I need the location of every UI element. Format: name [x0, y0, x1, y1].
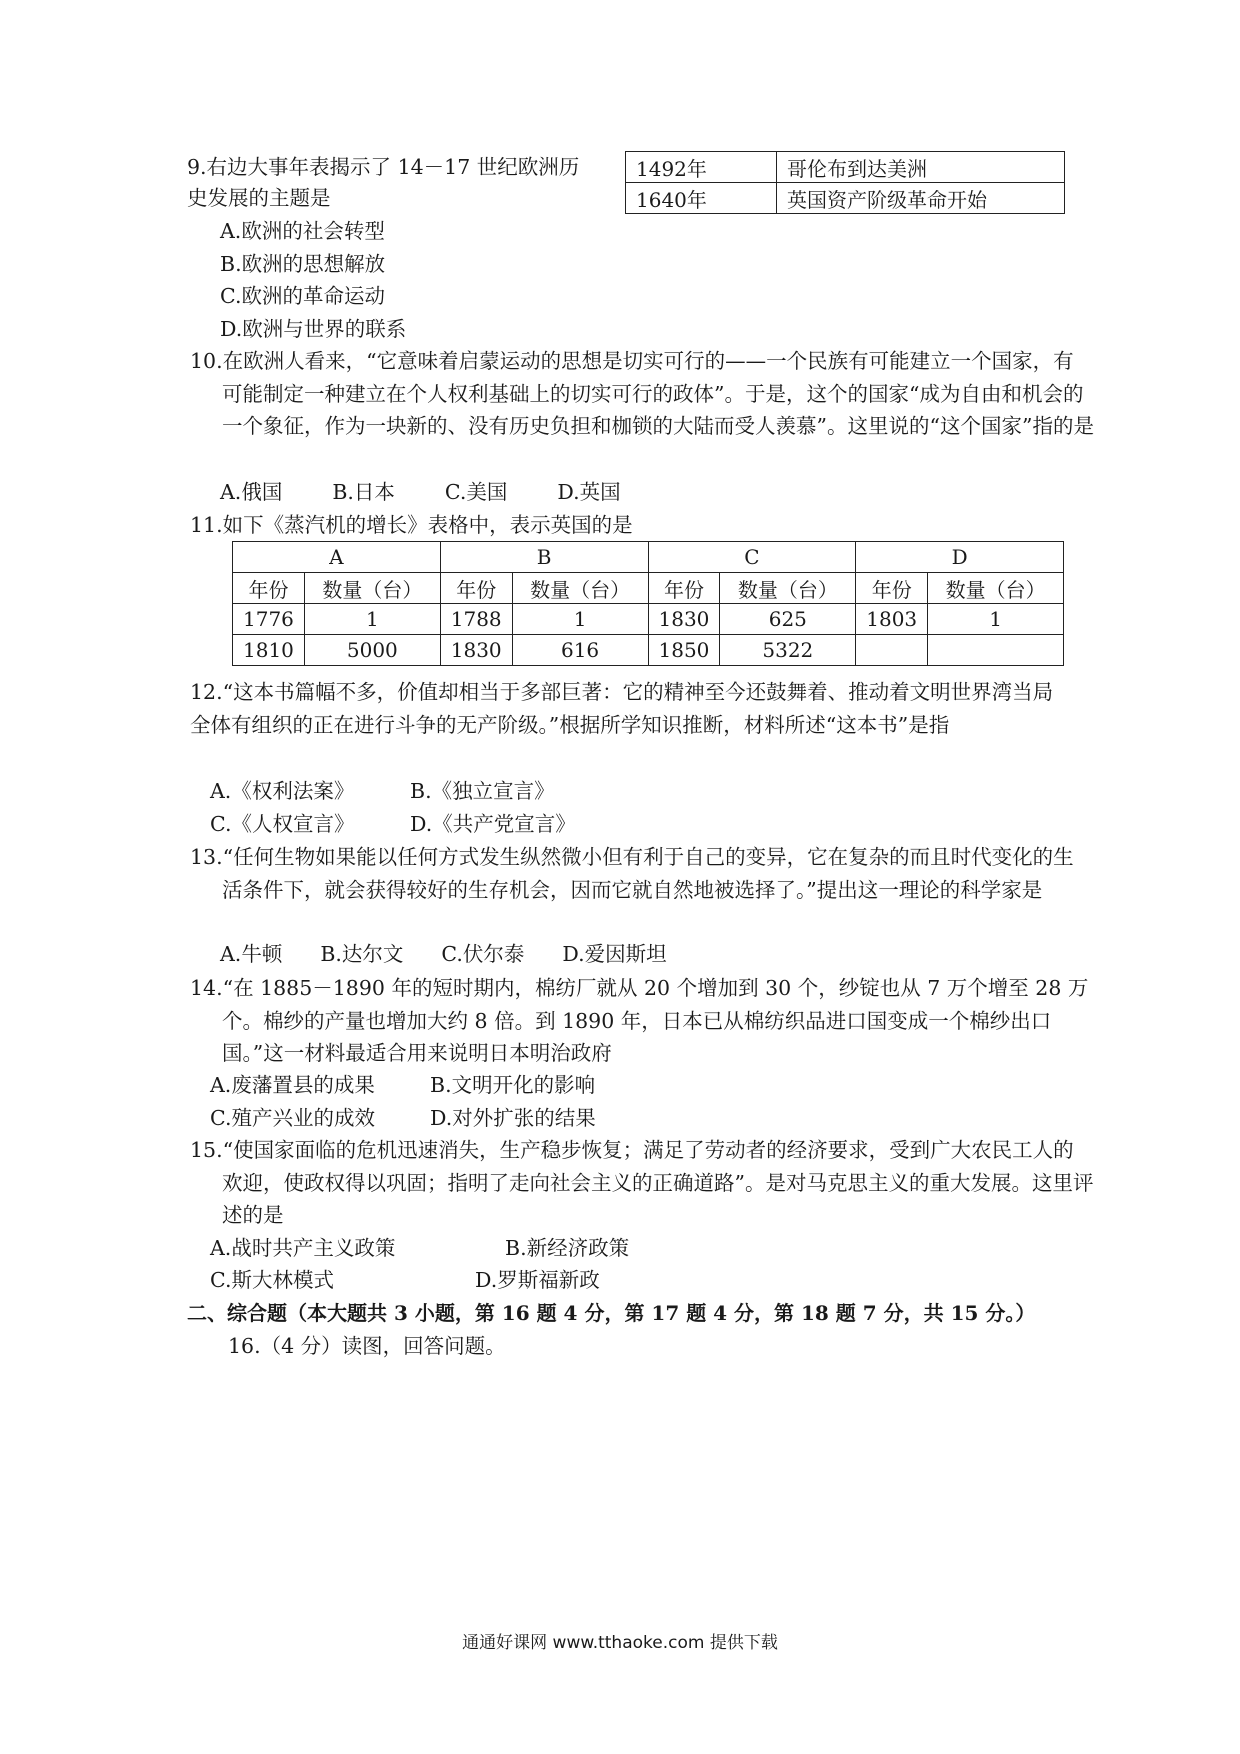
q14-option-a: A.废藩置县的成果: [210, 1073, 375, 1097]
steam-engine-table: [232, 541, 1064, 666]
table-cell: 1830: [440, 635, 512, 666]
q9-option-b: B.欧洲的思想解放: [220, 252, 386, 276]
q15-option-a: A.战时共产主义政策: [210, 1236, 396, 1260]
table-cell: [928, 635, 1064, 666]
q12-option-b: B.《独立宣言》: [410, 779, 555, 803]
col-count: 数量（台）: [304, 573, 440, 604]
q12-options-row2: [210, 809, 576, 839]
q9-option-c: C.欧洲的革命运动: [220, 284, 385, 308]
timeline-event: 哥伦布到达美洲: [777, 152, 1065, 183]
table-cell: 1810: [233, 635, 305, 666]
table-cell: 5000: [304, 635, 440, 666]
table-cell: 1788: [440, 604, 512, 635]
col-year: 年份: [856, 573, 928, 604]
q13-option-a: A.牛顿: [220, 942, 283, 966]
q14-option-c: C.殖产兴业的成效: [210, 1106, 375, 1130]
group-header-c: C: [648, 542, 856, 573]
q12-option-a: A.《权利法案》: [210, 779, 355, 803]
table-cell: 1: [304, 604, 440, 635]
page-footer: 通通好课网 www.tthaoke.com 提供下载: [462, 1633, 778, 1653]
q9-timeline-table: [625, 151, 1065, 214]
q13-option-b: B.达尔文: [320, 942, 404, 966]
q15-stem: 15.“使国家面临的危机迅速消失，生产稳步恢复；满足了劳动者的经济要求，受到广大农民工人的欢迎，使政权得以巩固；指明了走向社会主义的正确道路”。是对马克思主义的重大发展。这里评述的是: [190, 1138, 1094, 1227]
group-header-d: D: [856, 542, 1064, 573]
table-cell: 1830: [648, 604, 720, 635]
q14-option-d: D.对外扩张的结果: [430, 1106, 596, 1130]
table-cell: 1850: [648, 635, 720, 666]
q12-option-c: C.《人权宣言》: [210, 812, 355, 836]
table-cell: 616: [512, 635, 648, 666]
q12-options-row1: [210, 776, 555, 806]
q14-options-row1: [210, 1070, 595, 1100]
table-cell: 625: [720, 604, 856, 635]
table-cell: [856, 635, 928, 666]
q13-stem: 13.“任何生物如果能以任何方式发生纵然微小但有利于自己的变异，它在复杂的而且时代变化的生活条件下，就会获得较好的生存机会，因而它就自然地被选择了。”提出这一理论的科学家是: [190, 845, 1074, 902]
q11-stem: 11.如下《蒸汽机的增长》表格中，表示英国的是: [190, 513, 633, 537]
table-cell: 1: [512, 604, 648, 635]
col-year: 年份: [648, 573, 720, 604]
q12-stem: 12.“这本书篇幅不多，价值却相当于多部巨著：它的精神至今还鼓舞着、推动着文明世界湾当局全体有组织的正在进行斗争的无产阶级。”根据所学知识推断，材料所述“这本书”是指: [190, 680, 1054, 737]
timeline-year: 1492年: [626, 152, 777, 183]
q13-options: [220, 939, 667, 969]
table-cell: 1776: [233, 604, 305, 635]
table-cell: 5322: [720, 635, 856, 666]
table-row: [626, 183, 1065, 214]
table-row: [233, 635, 1064, 666]
table-cell: 1: [928, 604, 1064, 635]
q15-option-b: B.新经济政策: [505, 1236, 630, 1260]
q10-option-c: C.美国: [444, 480, 508, 504]
q13-option-c: C.伏尔泰: [441, 942, 525, 966]
col-count: 数量（台）: [720, 573, 856, 604]
q9-option-d: D.欧洲与世界的联系: [220, 317, 407, 341]
timeline-year: 1640年: [626, 183, 777, 214]
q9-stem-line2: 史发展的主题是: [187, 186, 331, 210]
col-count: 数量（台）: [928, 573, 1064, 604]
q15-options-row2: [210, 1265, 600, 1295]
q13-option-d: D.爱因斯坦: [562, 942, 667, 966]
table-cell: 1803: [856, 604, 928, 635]
q9-option-a: A.欧洲的社会转型: [220, 219, 385, 243]
q10-option-d: D.英国: [557, 480, 621, 504]
group-header-a: A: [233, 542, 441, 573]
q16-stem: 16.（4 分）读图，回答问题。: [228, 1334, 506, 1358]
q10-options: [220, 477, 621, 507]
section2-heading: 二、综合题（本大题共 3 小题，第 16 题 4 分，第 17 题 4 分，第 18 题 7 分，共 15 分。）: [187, 1301, 1036, 1325]
timeline-event: 英国资产阶级革命开始: [777, 183, 1065, 214]
col-count: 数量（台）: [512, 573, 648, 604]
table-row: [233, 542, 1064, 573]
q12-option-d: D.《共产党宣言》: [410, 812, 576, 836]
q15-option-c: C.斯大林模式: [210, 1268, 334, 1292]
col-year: 年份: [440, 573, 512, 604]
q9-stem-line1: 9.右边大事年表揭示了 14－17 世纪欧洲历: [187, 155, 580, 179]
table-row: [233, 573, 1064, 604]
q15-options-row1: [210, 1233, 629, 1263]
q14-option-b: B.文明开化的影响: [430, 1073, 596, 1097]
q10-stem: 10.在欧洲人看来，“它意味着启蒙运动的思想是切实可行的——一个民族有可能建立一个国家，有可能制定一种建立在个人权利基础上的切实可行的政体”。于是，这个的国家“成为自由和机会的一个象征，作为一块新的、没有历史负担和枷锁的大陆而受人羡慕”。这里说的“这个国家”指的是: [190, 349, 1094, 438]
table-row: [233, 604, 1064, 635]
q10-option-b: B.日本: [332, 480, 395, 504]
table-row: [626, 152, 1065, 183]
col-year: 年份: [233, 573, 305, 604]
q10-option-a: A.俄国: [220, 480, 283, 504]
group-header-b: B: [440, 542, 648, 573]
q14-stem: 14.“在 1885－1890 年的短时期内，棉纺厂就从 20 个增加到 30 个，纱锭也从 7 万个增至 28 万个。棉纱的产量也增加大约 8 倍。到 1890 年，日本已从棉纺织品进口国变成一个棉纱出口国。”这一材料最适合用来说明日本明治政府: [190, 976, 1089, 1065]
q15-option-d: D.罗斯福新政: [475, 1268, 600, 1292]
q14-options-row2: [210, 1103, 596, 1133]
